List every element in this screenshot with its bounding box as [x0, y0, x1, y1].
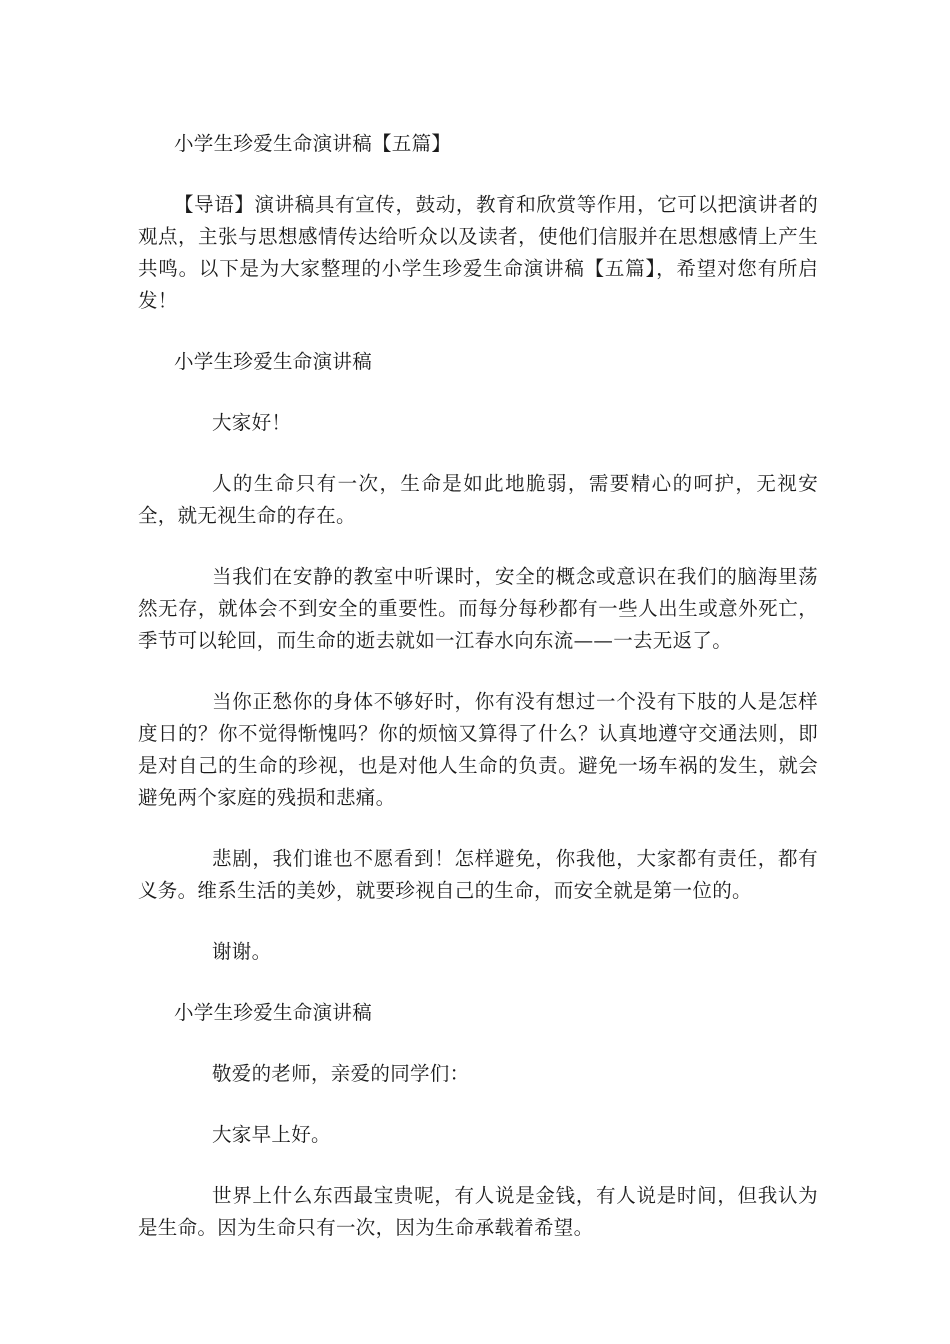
speech-1-heading: 小学生珍爱生命演讲稿 [174, 350, 373, 373]
speech-1-greeting: 大家好！ [212, 411, 292, 434]
speech-2-salutation: 敬爱的老师，亲爱的同学们： [212, 1062, 470, 1085]
document-body [138, 128, 818, 1273]
intro-paragraph: 【导语】演讲稿具有宣传，鼓动，教育和欣赏等作用，它可以把演讲者的观点，主张与思想感情传达给听众以及读者，使他们信服并在思想感情上产生共鸣。以下是为大家整理的小学生珍爱生命演讲稿【五篇】，希望对您有所启发！ [138, 193, 818, 312]
speech-1-paragraph: 当你正愁你的身体不够好时，你有没有想过一个没有下肢的人是怎样度日的？你不觉得惭愧吗？你的烦恼又算得了什么？认真地遵守交通法则，即是对自己的生命的珍视，也是对他人生命的负责。避免一场车祸的发生，就会避免两个家庭的残损和悲痛。 [138, 690, 818, 809]
speech-1-paragraph: 人的生命只有一次，生命是如此地脆弱，需要精心的呵护，无视安全，就无视生命的存在。 [138, 472, 818, 527]
speech-1-paragraph: 当我们在安静的教室中听课时，安全的概念或意识在我们的脑海里荡然无存，就体会不到安全的重要性。而每分每秒都有一些人出生或意外死亡，季节可以轮回，而生命的逝去就如一江春水向东流——一去无返了。 [138, 565, 818, 652]
speech-2-paragraph: 世界上什么东西最宝贵呢，有人说是金钱，有人说是时间，但我认为是生命。因为生命只有一次，因为生命承载着希望。 [138, 1184, 818, 1239]
speech-1-closing: 谢谢。 [212, 940, 272, 963]
speech-2-heading: 小学生珍爱生命演讲稿 [174, 1001, 373, 1024]
document-title: 小学生珍爱生命演讲稿【五篇】 [174, 132, 452, 155]
speech-1-paragraph: 悲剧，我们谁也不愿看到！怎样避免，你我他，大家都有责任，都有义务。维系生活的美妙，就要珍视自己的生命，而安全就是第一位的。 [138, 847, 818, 902]
speech-2-greeting: 大家早上好。 [212, 1123, 331, 1146]
